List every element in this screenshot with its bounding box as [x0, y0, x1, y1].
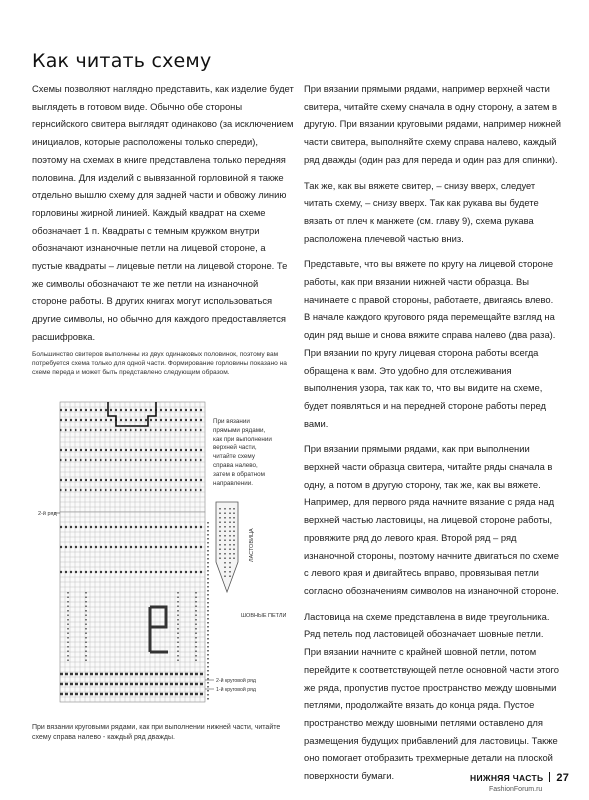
- side-note: При вязании прямыми рядами, как при выполнении верхней части, читайте схему справа налево, затем в обратном направлении.: [213, 418, 272, 487]
- label-row2-round: 2-й круговой ряд: [216, 678, 256, 684]
- chart-gusset: [216, 502, 238, 592]
- label-row1-round: 1-й круговой ряд: [216, 687, 256, 693]
- page-title: Как читать схему: [32, 50, 212, 72]
- chart-grid-lower: [60, 512, 208, 702]
- paragraph-bottom-up: Так же, как вы вяжете свитер, – снизу вверх, следует читать схему, – снизу вверх. Так как рукава вы будете вязать от плеч к манжете (см. главу 9), схема рукава расположена плечевой частью вниз.: [304, 179, 539, 244]
- paragraph-flat-rows: При вязании прямыми рядами, как при выполнении верхней части образца свитера, читайте ряды сначала в одну, а потом в другую сторону, так же, как вы вяжете. Например, для первого ряда начните вязание с ряда над верхней частью ластовицы, на лицевой стороне работы, провяжите ряд до левого края. Второй ряд – ряд изнаночной стороны, поэтому начните двигаться по схеме с левого края и двигайтесь вправо, провязывая петли согласно обозначениям символов на изнаночной стороне.: [304, 443, 559, 596]
- caption-bottom: При вязании круговыми рядами, как при выполнении нижней части, читайте схему справа налево - каждый ряд дважды.: [32, 724, 281, 741]
- label-row2-top: 2-й ряд: [38, 511, 57, 517]
- left-column: [32, 80, 294, 354]
- paragraph-circular: Представьте, что вы вяжете по кругу на лицевой стороне работы, как при вязании нижней части образца. Вы начинаете с правой стороны, работаете, двигаясь влево. В начале каждого кругового ряда перемещайте взгляд на один ряд выше и снова вяжите справа налево (два раза). При вязании по кругу лицевая сторона работы всегда обращена к вам. Это удобно для отслеживания выполнения узора, так как то, что вы видите на схеме, будет появляться и на передней стороне работы перед вами.: [304, 258, 556, 429]
- page-footer: [470, 772, 569, 784]
- chart-grid-upper: [60, 402, 205, 512]
- watermark: FashionForum.ru: [489, 786, 543, 793]
- right-column: [304, 80, 562, 793]
- page-number: 27: [556, 772, 570, 784]
- caption-top: Большинство свитеров выполнены из двух одинаковых половинок, поэтому вам потребуется схема только для одной части. Формирование горловины показано на схеме переда и может быть представлено следующим образом.: [32, 351, 287, 376]
- footer-divider: [549, 772, 550, 782]
- paragraph-straight-rows: При вязании прямыми рядами, например верхней части свитера, читайте схему сначала в одну сторону, а затем в другую. При вязании круговыми рядами, например нижней части свитера, выполняйте схему справа налево, каждый ряд дважды (один раз для переда и один раз для спинки).: [304, 83, 561, 165]
- paragraph-gusset: Ластовица на схеме представлена в виде треугольника. Ряд петель под ластовицей обозначает шовные петли. При вязании начните с крайней шовной петли, потом перейдите к соответствующей петле основной части этого же ряда, пропустив пустое пространство между шовными петлями, продолжайте вязать до конца ряда. Пустое пространство между шовными петлями оставлено для размещения будущих прибавлений для ластовицы. Также оно помогает отобразить трехмерные детали на плоской поверхности бумаги.: [304, 610, 559, 782]
- intro-paragraph: Схемы позволяют наглядно представить, как изделие будет выглядеть в готовом виде. Обычно обе стороны гернсийского свитера выглядят одинаково (за исключением инициалов, которые расположены только спереди), поэтому на схемах в книге представлена только передняя половина. Для изделий с вывязанной горловиной я также отдельно вышлю схему для задней части и обвожу линию горловины жирной линией. Каждый квадрат на схеме обозначает 1 п. Квадраты с темным кружком внутри обозначают изнаночные петли на лицевой стороне, а пустые квадраты – лицевые петли на лицевой стороне. Те же символы обозначают те же петли на изнаночной стороне работы. В других книгах могут использоваться другие символы, но обычно для каждого предоставляется расшифровка.: [32, 83, 294, 342]
- label-seam: ШОВНЫЕ ПЕТЛИ: [241, 613, 287, 619]
- label-gusset: ЛАСТОВИЦА: [249, 528, 255, 562]
- footer-section: НИЖНЯЯ ЧАСТЬ: [470, 773, 544, 783]
